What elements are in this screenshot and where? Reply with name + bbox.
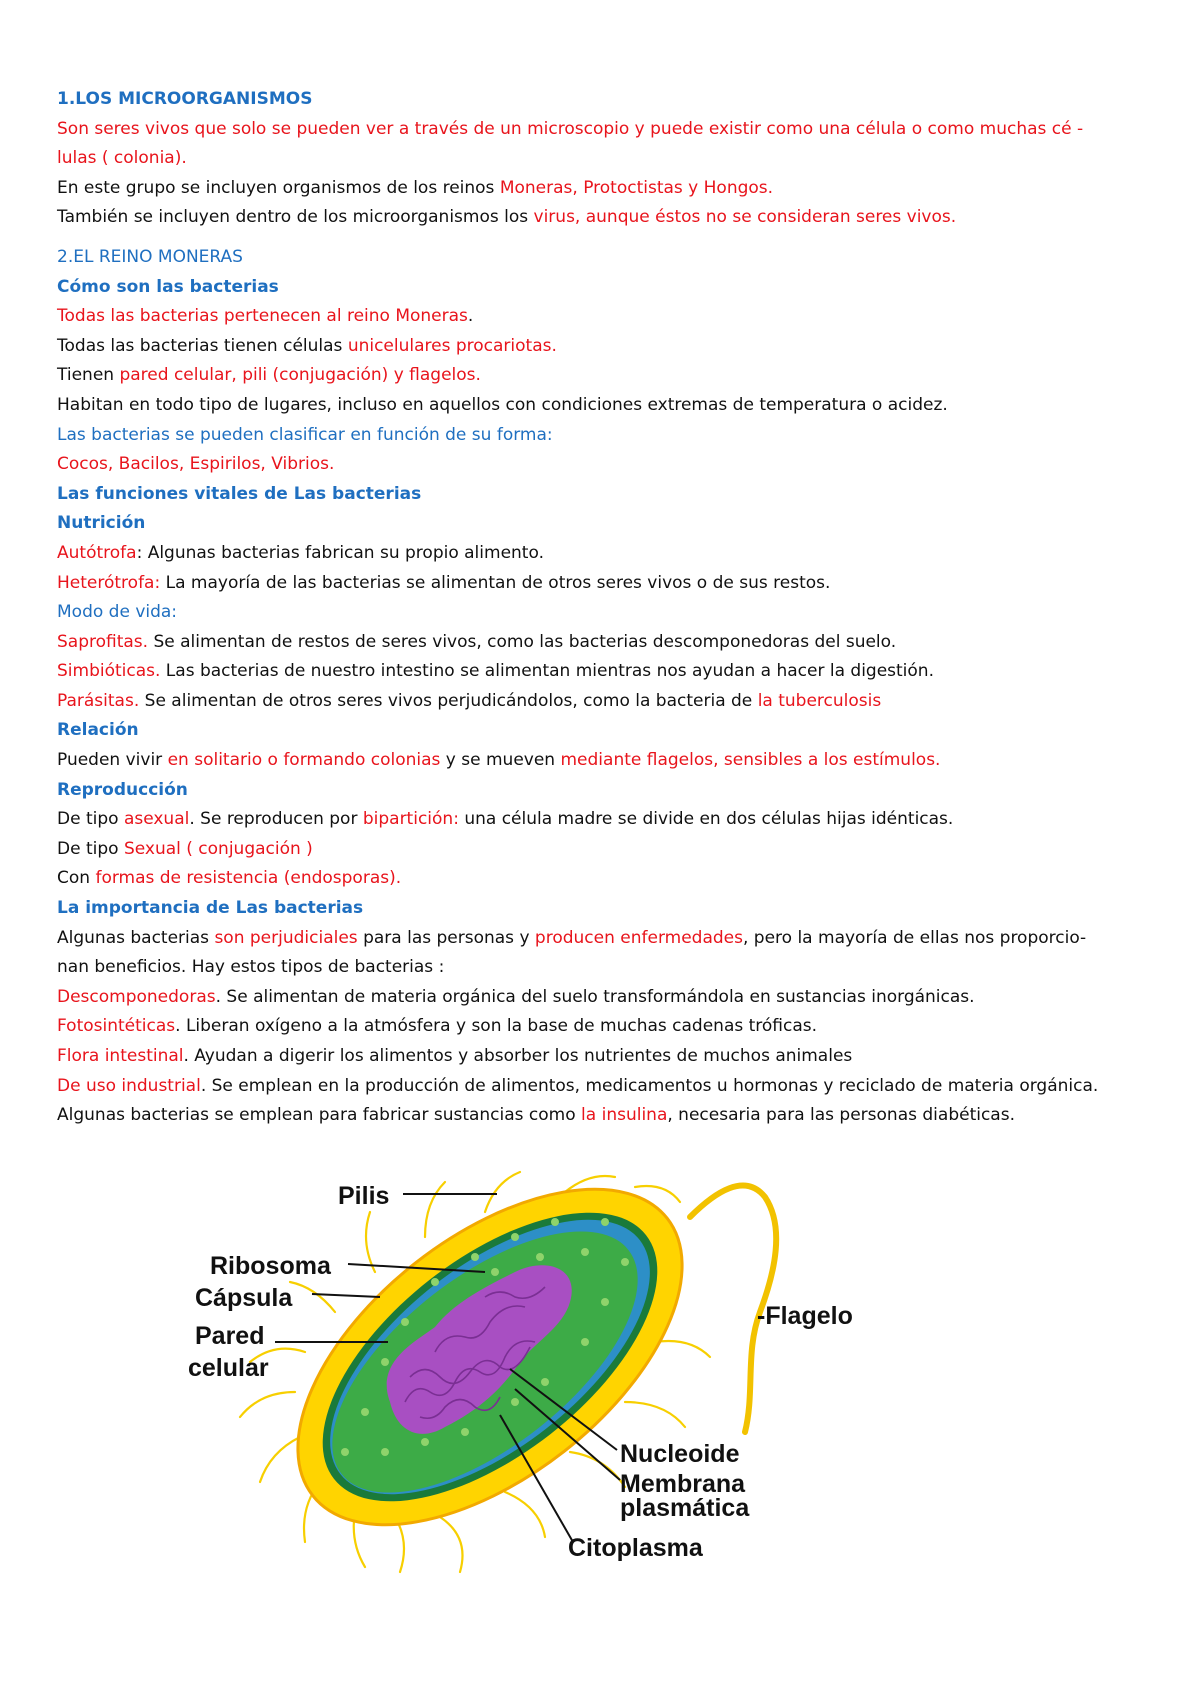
text-line bbox=[57, 450, 1157, 480]
text-run: Sexual ( conjugación ) bbox=[123, 838, 313, 859]
text-run: Las bacterias se pueden clasificar en función de su forma: bbox=[57, 424, 553, 445]
text-run: Flora intestinal bbox=[57, 1046, 184, 1066]
text-run: Heterótrofa: bbox=[57, 572, 161, 593]
label-flagelo: -Flagelo bbox=[757, 1302, 853, 1330]
text-run: pared celular, pili (conjugación) y flagelos. bbox=[119, 365, 481, 386]
text-run: Todas las bacterias pertenecen al reino Moneras bbox=[57, 306, 468, 327]
label-pared: Pared bbox=[195, 1322, 265, 1350]
text-line bbox=[57, 302, 1157, 332]
text-line bbox=[57, 657, 1157, 687]
bacteria-diagram-svg bbox=[185, 1152, 985, 1597]
text-run: La importancia de Las bacterias bbox=[57, 898, 364, 919]
text-run: De tipo bbox=[57, 838, 124, 859]
text-line bbox=[57, 864, 1157, 894]
text-run: Modo de vida: bbox=[57, 602, 178, 623]
text-run: Las funciones vitales de Las bacterias bbox=[57, 483, 422, 504]
text-line bbox=[57, 805, 1157, 835]
label-capsula: Cápsula bbox=[195, 1284, 293, 1312]
text-run: Algunas bacterias se emplean para fabricar sustancias como bbox=[57, 1105, 582, 1126]
text-line bbox=[57, 716, 1157, 746]
text-run: son perjudiciales bbox=[214, 927, 358, 948]
text-run: Se alimentan de otros seres vivos perjudicándolos, como la bacteria de bbox=[139, 690, 758, 711]
text-line bbox=[57, 1042, 1157, 1072]
text-line bbox=[57, 924, 1157, 954]
text-run: Cómo son las bacterias bbox=[57, 276, 279, 297]
text-run: . bbox=[467, 306, 474, 327]
text-run: . Ayudan a digerir los alimentos y absorber los nutrientes de muchos animales bbox=[183, 1046, 853, 1066]
label-celular: celular bbox=[188, 1354, 269, 1382]
text-run: . Se alimentan de materia orgánica del suelo transformándola en sustancias inorgánicas. bbox=[215, 986, 975, 1007]
text-run: mediante flagelos, sensibles a los estímulos. bbox=[560, 750, 941, 771]
text-run: De tipo bbox=[57, 809, 124, 830]
text-line bbox=[57, 332, 1157, 362]
text-run: Todas las bacterias tienen células bbox=[57, 335, 348, 356]
text-run: Parásitas. bbox=[57, 690, 140, 711]
label-plasmatica: plasmática bbox=[620, 1494, 750, 1522]
text-run: la insulina bbox=[581, 1105, 668, 1126]
text-line bbox=[57, 687, 1157, 717]
text-run: una célula madre se divide en dos células hijas idénticas. bbox=[458, 809, 954, 830]
text-run: lulas ( colonia). bbox=[57, 148, 187, 169]
text-line bbox=[57, 835, 1157, 865]
text-run: Nutrición bbox=[57, 513, 146, 534]
text-run: Se alimentan de restos de seres vivos, como las bacterias descomponedoras del suelo. bbox=[148, 631, 897, 652]
text-line bbox=[57, 746, 1157, 776]
text-run: Algunas bacterias bbox=[57, 927, 215, 948]
text-line bbox=[57, 115, 1157, 145]
text-run: unicelulares procariotas. bbox=[347, 335, 557, 356]
text-line bbox=[57, 174, 1157, 204]
text-run: Autótrofa bbox=[57, 542, 137, 563]
text-run: asexual bbox=[123, 809, 190, 830]
text-run: La mayoría de las bacterias se alimentan de otros seres vivos o de sus restos. bbox=[160, 572, 831, 593]
label-nucleoide: Nucleoide bbox=[620, 1440, 740, 1468]
section-2 bbox=[57, 243, 1157, 1131]
text-line bbox=[57, 628, 1157, 658]
text-run: Son seres vivos que solo se pueden ver a través de un microscopio y puede existir como una célula o como muchas cé - bbox=[57, 118, 1084, 139]
text-run: en solitario o formando colonias bbox=[167, 750, 441, 771]
text-line bbox=[57, 144, 1157, 174]
text-run: Tienen bbox=[57, 365, 120, 386]
section-1 bbox=[57, 85, 1157, 233]
text-run: para las personas y bbox=[357, 927, 535, 948]
text-run: . Se emplean en la producción de alimentos, medicamentos u hormonas y reciclado de materia orgánica. bbox=[200, 1075, 1099, 1096]
text-run: Moneras, Protoctistas y Hongos. bbox=[499, 177, 774, 198]
bacteria-diagram bbox=[185, 1152, 985, 1597]
label-citoplasma: Citoplasma bbox=[568, 1534, 703, 1562]
label-pilis: Pilis bbox=[338, 1182, 390, 1210]
text-line bbox=[57, 894, 1157, 924]
text-run: De uso industrial bbox=[57, 1075, 201, 1096]
text-line bbox=[57, 421, 1157, 451]
text-line bbox=[57, 1012, 1157, 1042]
text-run: Pueden vivir bbox=[57, 750, 168, 771]
text-run: virus, aunque éstos no se consideran seres vivos. bbox=[533, 207, 957, 228]
text-run: , necesaria para las personas diabéticas. bbox=[667, 1105, 1015, 1126]
text-run: Relación bbox=[57, 720, 139, 741]
text-run: Habitan en todo tipo de lugares, incluso en aquellos con condiciones extremas de temperatura o acidez. bbox=[57, 394, 948, 415]
text-run: y se mueven bbox=[440, 750, 561, 771]
section-text bbox=[57, 115, 1157, 233]
text-run: En este grupo se incluyen organismos de los reinos bbox=[57, 177, 500, 198]
document-body bbox=[57, 85, 1157, 1131]
text-run: Simbióticas. bbox=[57, 661, 161, 682]
text-run: Con bbox=[57, 868, 96, 889]
text-line bbox=[57, 480, 1157, 510]
text-line bbox=[57, 983, 1157, 1013]
label-membrana: Membrana bbox=[620, 1470, 746, 1498]
section-heading: 1.LOS MICROORGANISMOS bbox=[57, 89, 313, 109]
label-ribosoma: Ribosoma bbox=[210, 1252, 331, 1280]
text-line bbox=[57, 509, 1157, 539]
text-run: la tuberculosis bbox=[757, 690, 882, 711]
text-run: Saprofitas. bbox=[57, 631, 149, 652]
text-line bbox=[57, 1101, 1157, 1131]
text-run: Reproducción bbox=[57, 779, 188, 800]
text-run: . Se reproducen por bbox=[189, 809, 363, 830]
text-run: Cocos, Bacilos, Espirilos, Vibrios. bbox=[57, 454, 335, 475]
text-run: bipartición: bbox=[362, 809, 459, 830]
text-run: . Liberan oxígeno a la atmósfera y son la base de muchas cadenas tróficas. bbox=[175, 1016, 818, 1037]
text-run: Las bacterias de nuestro intestino se alimentan mientras nos ayudan a hacer la digestión. bbox=[160, 661, 934, 682]
text-run: , pero la mayoría de ellas nos proporcio- bbox=[742, 927, 1087, 948]
text-run: También se incluyen dentro de los microorganismos los bbox=[57, 207, 534, 228]
text-run: Descomponedoras bbox=[57, 986, 216, 1007]
text-line bbox=[57, 1072, 1157, 1102]
section-heading: 2.EL REINO MONERAS bbox=[57, 246, 243, 267]
text-line bbox=[57, 569, 1157, 599]
text-run: formas de resistencia (endosporas). bbox=[95, 868, 402, 889]
text-line bbox=[57, 598, 1157, 628]
text-line bbox=[57, 539, 1157, 569]
text-run: Fotosintéticas bbox=[57, 1016, 176, 1037]
text-line bbox=[57, 361, 1157, 391]
text-run: nan beneficios. Hay estos tipos de bacterias : bbox=[57, 957, 445, 978]
text-line bbox=[57, 203, 1157, 233]
text-line bbox=[57, 953, 1157, 983]
text-run: : Algunas bacterias fabrican su propio alimento. bbox=[136, 542, 544, 563]
text-line bbox=[57, 391, 1157, 421]
text-run: producen enfermedades bbox=[534, 927, 743, 948]
text-line bbox=[57, 273, 1157, 303]
text-line bbox=[57, 776, 1157, 806]
section-text bbox=[57, 273, 1157, 1131]
